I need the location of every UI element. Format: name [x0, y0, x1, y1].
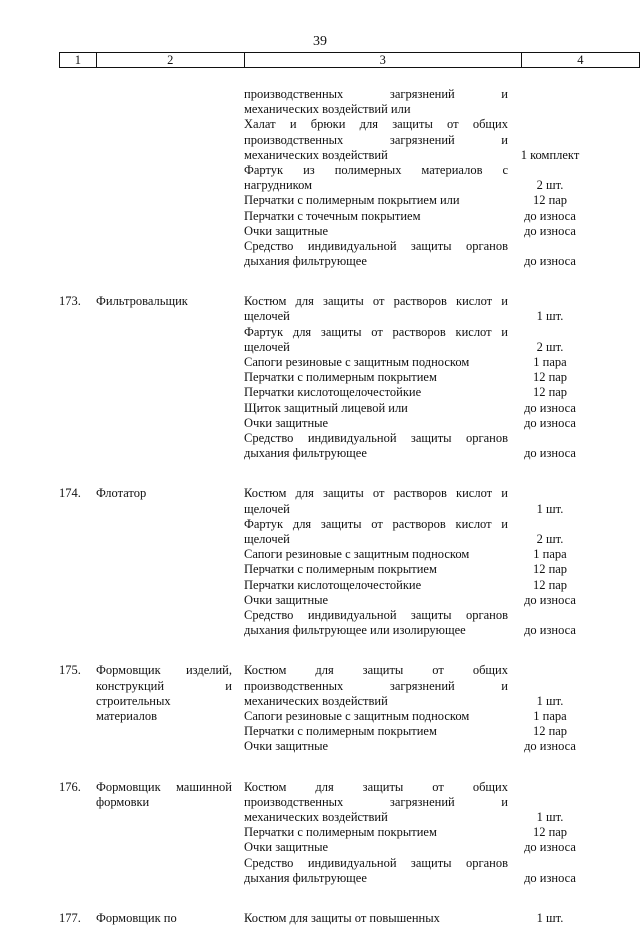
ppe-item [244, 724, 594, 739]
text-line: Сапоги резиновые с защитным подноском [244, 708, 470, 723]
ppe-item-quantity: 2 шт. [536, 178, 564, 193]
ppe-item-description [244, 724, 508, 739]
ppe-item-quantity: 12 пар [532, 724, 568, 739]
ppe-item-description [244, 856, 508, 886]
ppe-item [244, 709, 594, 724]
ppe-item-description [244, 486, 508, 516]
ppe-item-quantity: до износа [524, 446, 576, 461]
text-line: Костюм для защиты от общих [244, 779, 508, 794]
ppe-item-description [244, 370, 508, 385]
ppe-item-quantity: 12 пар [532, 825, 568, 840]
ppe-item-description [244, 709, 508, 724]
text-line: Флотатор [96, 486, 147, 501]
ppe-item [244, 239, 594, 269]
ppe-item-description [244, 431, 508, 461]
text-line: Средство индивидуальной защиты органов [244, 238, 508, 253]
text-line: Формовщик машинной [96, 779, 232, 794]
ppe-item-list [244, 663, 594, 754]
ppe-item-description [244, 325, 508, 355]
text-line: Костюм для защиты от растворов кислот и [244, 486, 508, 501]
ppe-item-quantity: до износа [524, 623, 576, 638]
text-line: Формовщик по [96, 910, 177, 925]
text-line: Перчатки с полимерным покрытием [244, 724, 437, 739]
ppe-item [244, 608, 594, 638]
ppe-item-description [244, 608, 508, 638]
text-line: производственных загрязнений и [244, 87, 508, 101]
ppe-item-description [244, 780, 508, 826]
ppe-item [244, 385, 594, 400]
ppe-item-description [244, 739, 508, 754]
text-line: механических воздействий [244, 809, 388, 824]
ppe-item [244, 370, 594, 385]
text-line: Очки защитные [244, 739, 329, 754]
text-line: механических воздействий [244, 147, 388, 162]
text-line: Сапоги резиновые с защитным подноском [244, 355, 470, 370]
ppe-item-description [244, 825, 508, 840]
profession-name [96, 911, 232, 926]
ppe-item-quantity: 1 шт. [536, 693, 564, 708]
ppe-item [244, 593, 594, 608]
text-line: Костюм для защиты от общих [244, 663, 508, 678]
ppe-item-list [244, 911, 594, 926]
ppe-item-description [244, 355, 508, 370]
ppe-item-description [244, 911, 508, 926]
profession-row [0, 663, 640, 754]
column-header-4: 4 [521, 53, 639, 68]
row-number: 176. [59, 779, 81, 794]
text-line: Очки защитные [244, 223, 329, 238]
profession-name [96, 663, 232, 724]
ppe-item-description [244, 663, 508, 709]
text-line: Очки защитные [244, 840, 329, 855]
text-line: Перчатки кислотощелочестойкие [244, 577, 422, 592]
ppe-item-quantity: 12 пар [532, 577, 568, 592]
profession-row [0, 780, 640, 886]
profession-name [96, 294, 232, 309]
ppe-item-quantity: 2 шт. [536, 339, 564, 354]
text-line: дыхания фильтрующее [244, 446, 367, 461]
ppe-item [244, 911, 594, 926]
ppe-item-quantity: 1 шт. [536, 309, 564, 324]
ppe-item [244, 163, 594, 193]
ppe-item [244, 325, 594, 355]
row-number: 173. [59, 294, 81, 309]
text-line: Перчатки с полимерным покрытием [244, 370, 437, 385]
text-line: щелочей [244, 339, 290, 354]
ppe-item-description [244, 224, 508, 239]
text-line: механических воздействий или [244, 102, 411, 117]
column-header-table [59, 52, 640, 68]
text-line: Халат и брюки для защиты от общих [244, 117, 508, 132]
text-line: щелочей [244, 501, 290, 516]
ppe-item-quantity: 12 пар [532, 370, 568, 385]
ppe-item-description [244, 385, 508, 400]
text-line: Сапоги резиновые с защитным подноском [244, 547, 470, 562]
text-line: Щиток защитный лицевой или [244, 400, 408, 415]
text-line: Формовщик изделий, [96, 663, 232, 678]
ppe-item [244, 224, 594, 239]
ppe-item-quantity: 1 шт. [536, 809, 564, 824]
text-line: нагрудником [244, 178, 313, 193]
ppe-item [244, 193, 594, 208]
text-line: дыхания фильтрующее или изолирующее [244, 623, 466, 638]
ppe-item-quantity: 12 пар [532, 562, 568, 577]
ppe-item-description [244, 294, 508, 324]
ppe-item [244, 825, 594, 840]
ppe-item-quantity: 1 комплект [520, 147, 580, 162]
ppe-item-quantity: 1 шт. [536, 501, 564, 516]
text-line: строительных [96, 693, 171, 708]
column-header-1: 1 [60, 53, 97, 68]
text-line: Фартук для защиты от растворов кислот и [244, 516, 508, 531]
text-line: производственных загрязнений и [244, 678, 508, 693]
ppe-item-quantity: до износа [524, 223, 576, 238]
ppe-item-quantity: 2 шт. [536, 531, 564, 546]
ppe-item-quantity: 1 пара [533, 547, 567, 562]
row-number: 174. [59, 486, 81, 501]
ppe-item [244, 562, 594, 577]
ppe-item-quantity: до износа [524, 208, 576, 223]
ppe-item-quantity: 12 пар [532, 193, 568, 208]
ppe-item [244, 87, 594, 117]
text-line: Фартук для защиты от растворов кислот и [244, 324, 508, 339]
ppe-item [244, 547, 594, 562]
profession-name [96, 486, 232, 501]
text-line: щелочей [244, 532, 290, 546]
ppe-item-description [244, 239, 508, 269]
ppe-item-description [244, 416, 508, 431]
ppe-item-description [244, 517, 508, 547]
ppe-item-list [244, 294, 594, 461]
ppe-item-quantity: 12 пар [532, 385, 568, 400]
ppe-item [244, 209, 594, 224]
text-line: дыхания фильтрующее [244, 870, 367, 885]
text-line: Перчатки с полимерным покрытием [244, 562, 437, 577]
ppe-item-description [244, 593, 508, 608]
ppe-item-description [244, 209, 508, 224]
ppe-table-body [0, 87, 640, 926]
ppe-item [244, 416, 594, 431]
profession-name [96, 780, 232, 810]
row-number: 177. [59, 910, 81, 925]
text-line: Перчатки с полимерным покрытием [244, 825, 437, 840]
ppe-item-description [244, 840, 508, 855]
ppe-item-quantity: до износа [524, 840, 576, 855]
ppe-item [244, 355, 594, 370]
ppe-item-description [244, 562, 508, 577]
ppe-item-quantity: 1 шт. [536, 910, 564, 925]
text-line: дыхания фильтрующее [244, 254, 367, 269]
ppe-item-description [244, 87, 508, 117]
text-line: Средство индивидуальной защиты органов [244, 855, 508, 870]
ppe-item [244, 431, 594, 461]
ppe-item [244, 856, 594, 886]
ppe-item [244, 780, 594, 826]
text-line: конструкций и [96, 678, 232, 693]
page-number: 39 [313, 34, 327, 49]
ppe-item-quantity: до износа [524, 592, 576, 607]
ppe-item [244, 739, 594, 754]
text-line: Очки защитные [244, 592, 329, 607]
ppe-item-quantity: до износа [524, 415, 576, 430]
text-line: производственных загрязнений и [244, 132, 508, 147]
text-line: Средство индивидуальной защиты органов [244, 608, 508, 622]
text-line: материалов [96, 708, 158, 723]
ppe-item-quantity: 1 пара [533, 355, 567, 370]
ppe-item [244, 401, 594, 416]
text-line: Фартук из полимерных материалов с [244, 162, 508, 177]
ppe-item-quantity: до износа [524, 739, 576, 754]
ppe-item-list [244, 87, 594, 269]
column-header-2: 2 [96, 53, 244, 68]
ppe-item-description [244, 578, 508, 593]
profession-row [0, 486, 640, 638]
ppe-item [244, 578, 594, 593]
profession-row [0, 911, 640, 926]
ppe-item [244, 663, 594, 709]
ppe-item-description [244, 401, 508, 416]
ppe-item [244, 117, 594, 163]
text-line: Средство индивидуальной защиты органов [244, 431, 508, 446]
continuation-row [0, 87, 640, 269]
ppe-item [244, 486, 594, 516]
text-line: Костюм для защиты от повышенных [244, 910, 440, 925]
text-line: Очки защитные [244, 415, 329, 430]
ppe-item [244, 517, 594, 547]
ppe-item-quantity: до износа [524, 254, 576, 269]
text-line: Костюм для защиты от растворов кислот и [244, 294, 508, 309]
text-line: Перчатки с точечным покрытием [244, 208, 421, 223]
text-line: Перчатки с полимерным покрытием или [244, 193, 460, 208]
ppe-item-description [244, 117, 508, 163]
text-line: производственных загрязнений и [244, 794, 508, 809]
text-line: механических воздействий [244, 693, 388, 708]
ppe-item-description [244, 547, 508, 562]
column-header-3: 3 [244, 53, 521, 68]
ppe-item-list [244, 486, 594, 638]
ppe-item [244, 840, 594, 855]
row-number: 175. [59, 663, 81, 678]
text-line: формовки [96, 794, 150, 809]
ppe-item-quantity: 1 пара [533, 708, 567, 723]
text-line: Перчатки кислотощелочестойкие [244, 385, 422, 400]
text-line: Фильтровальщик [96, 294, 188, 309]
ppe-item-list [244, 780, 594, 886]
ppe-item-quantity: до износа [524, 400, 576, 415]
text-line: щелочей [244, 309, 290, 324]
ppe-item-description [244, 163, 508, 193]
ppe-item-quantity: до износа [524, 870, 576, 885]
ppe-item [244, 294, 594, 324]
ppe-item-description [244, 193, 508, 208]
profession-row [0, 294, 640, 461]
